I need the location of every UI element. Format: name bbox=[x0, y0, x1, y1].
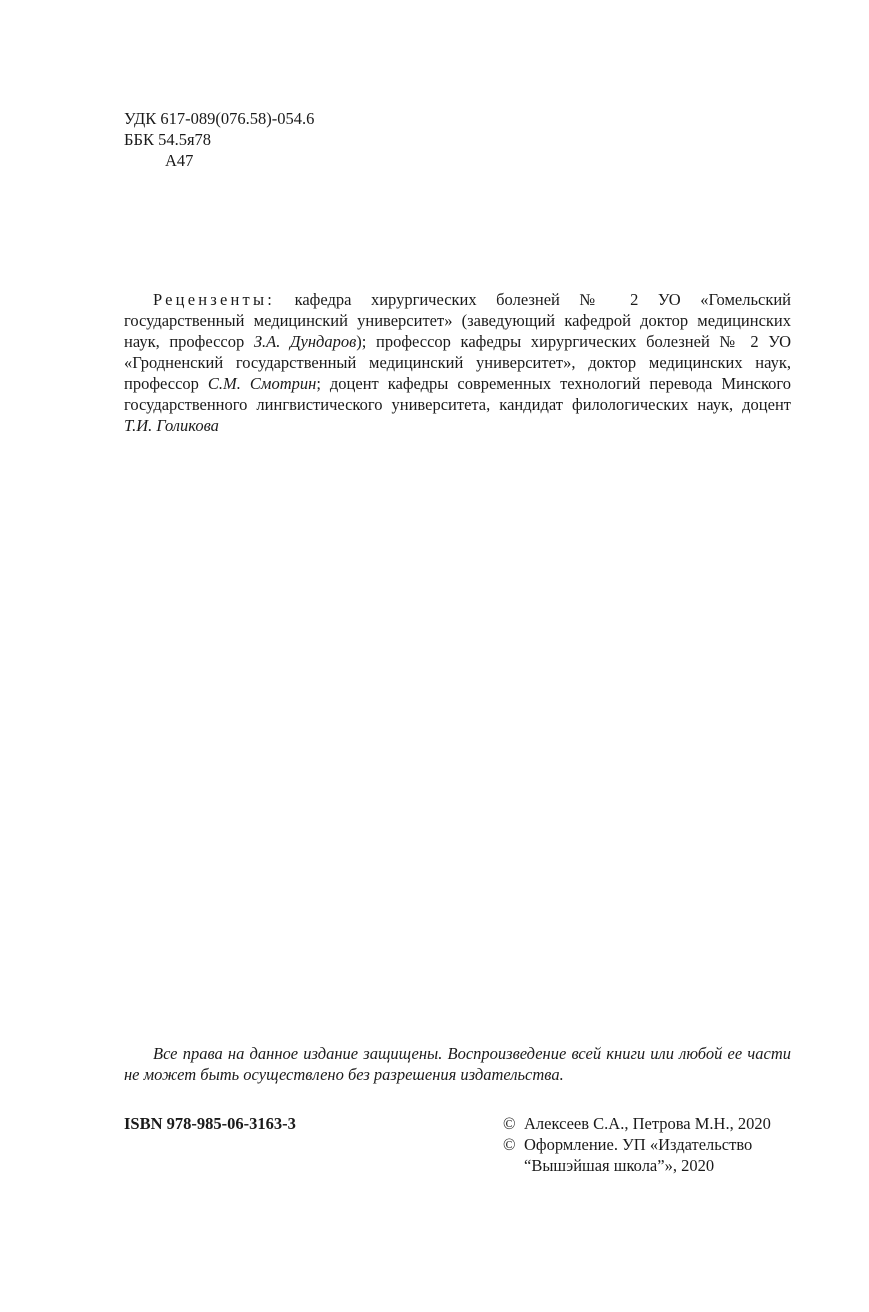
isbn-number: ISBN 978-985-06-3163-3 bbox=[124, 1114, 296, 1133]
reviewer-name-smotrin: С.М. Смотрин bbox=[207, 374, 317, 393]
reviewers-text-part1: кафедра хирургических болезней № 2 УО «Гомельский государственный медицинский университет» (заведующий кафедрой доктор медицинских наук, профессор bbox=[124, 290, 791, 351]
copyright-design-line1: Оформление. УП «Издательство bbox=[524, 1135, 753, 1154]
author-mark: А47 bbox=[165, 151, 194, 170]
copyright-block bbox=[503, 1113, 771, 1176]
copyright-design-row bbox=[503, 1134, 771, 1155]
rights-notice: Все права на данное издание защищены. Воспроизведение всей книги или любой ее части не может быть осуществлено без разрешения издательства. bbox=[124, 1044, 791, 1084]
reviewers-text-part3: ; доцент кафедры современных технологий перевода Минского государственного лингвистического университета, кандидат филологических наук, доцент bbox=[124, 374, 792, 414]
reviewers-paragraph bbox=[124, 289, 791, 436]
copyright-authors: Алексеев С.А., Петрова М.Н., 2020 bbox=[524, 1114, 771, 1133]
reviewers-text-part2: ); профессор кафедры хирургических болезней № 2 УО «Гродненский государственный медицинский университет», доктор медицинских наук, профессор bbox=[124, 332, 791, 393]
reviewer-name-dundarov: З.А. Дундаров bbox=[253, 332, 357, 351]
reviewer-name-golikova: Т.И. Голикова bbox=[124, 416, 219, 435]
copyright-design-line2: “Вышэйшая школа”», 2020 bbox=[524, 1156, 715, 1175]
copyright-symbol: © bbox=[503, 1135, 516, 1154]
classification-block bbox=[124, 108, 314, 171]
copyright-authors-row bbox=[503, 1113, 771, 1134]
bbk-code: ББК 54.5я78 bbox=[124, 130, 212, 149]
reviewers-heading: Рецензенты: bbox=[153, 290, 276, 309]
copyright-symbol: © bbox=[503, 1114, 516, 1133]
udk-code: УДК 617-089(076.58)-054.6 bbox=[124, 109, 315, 128]
